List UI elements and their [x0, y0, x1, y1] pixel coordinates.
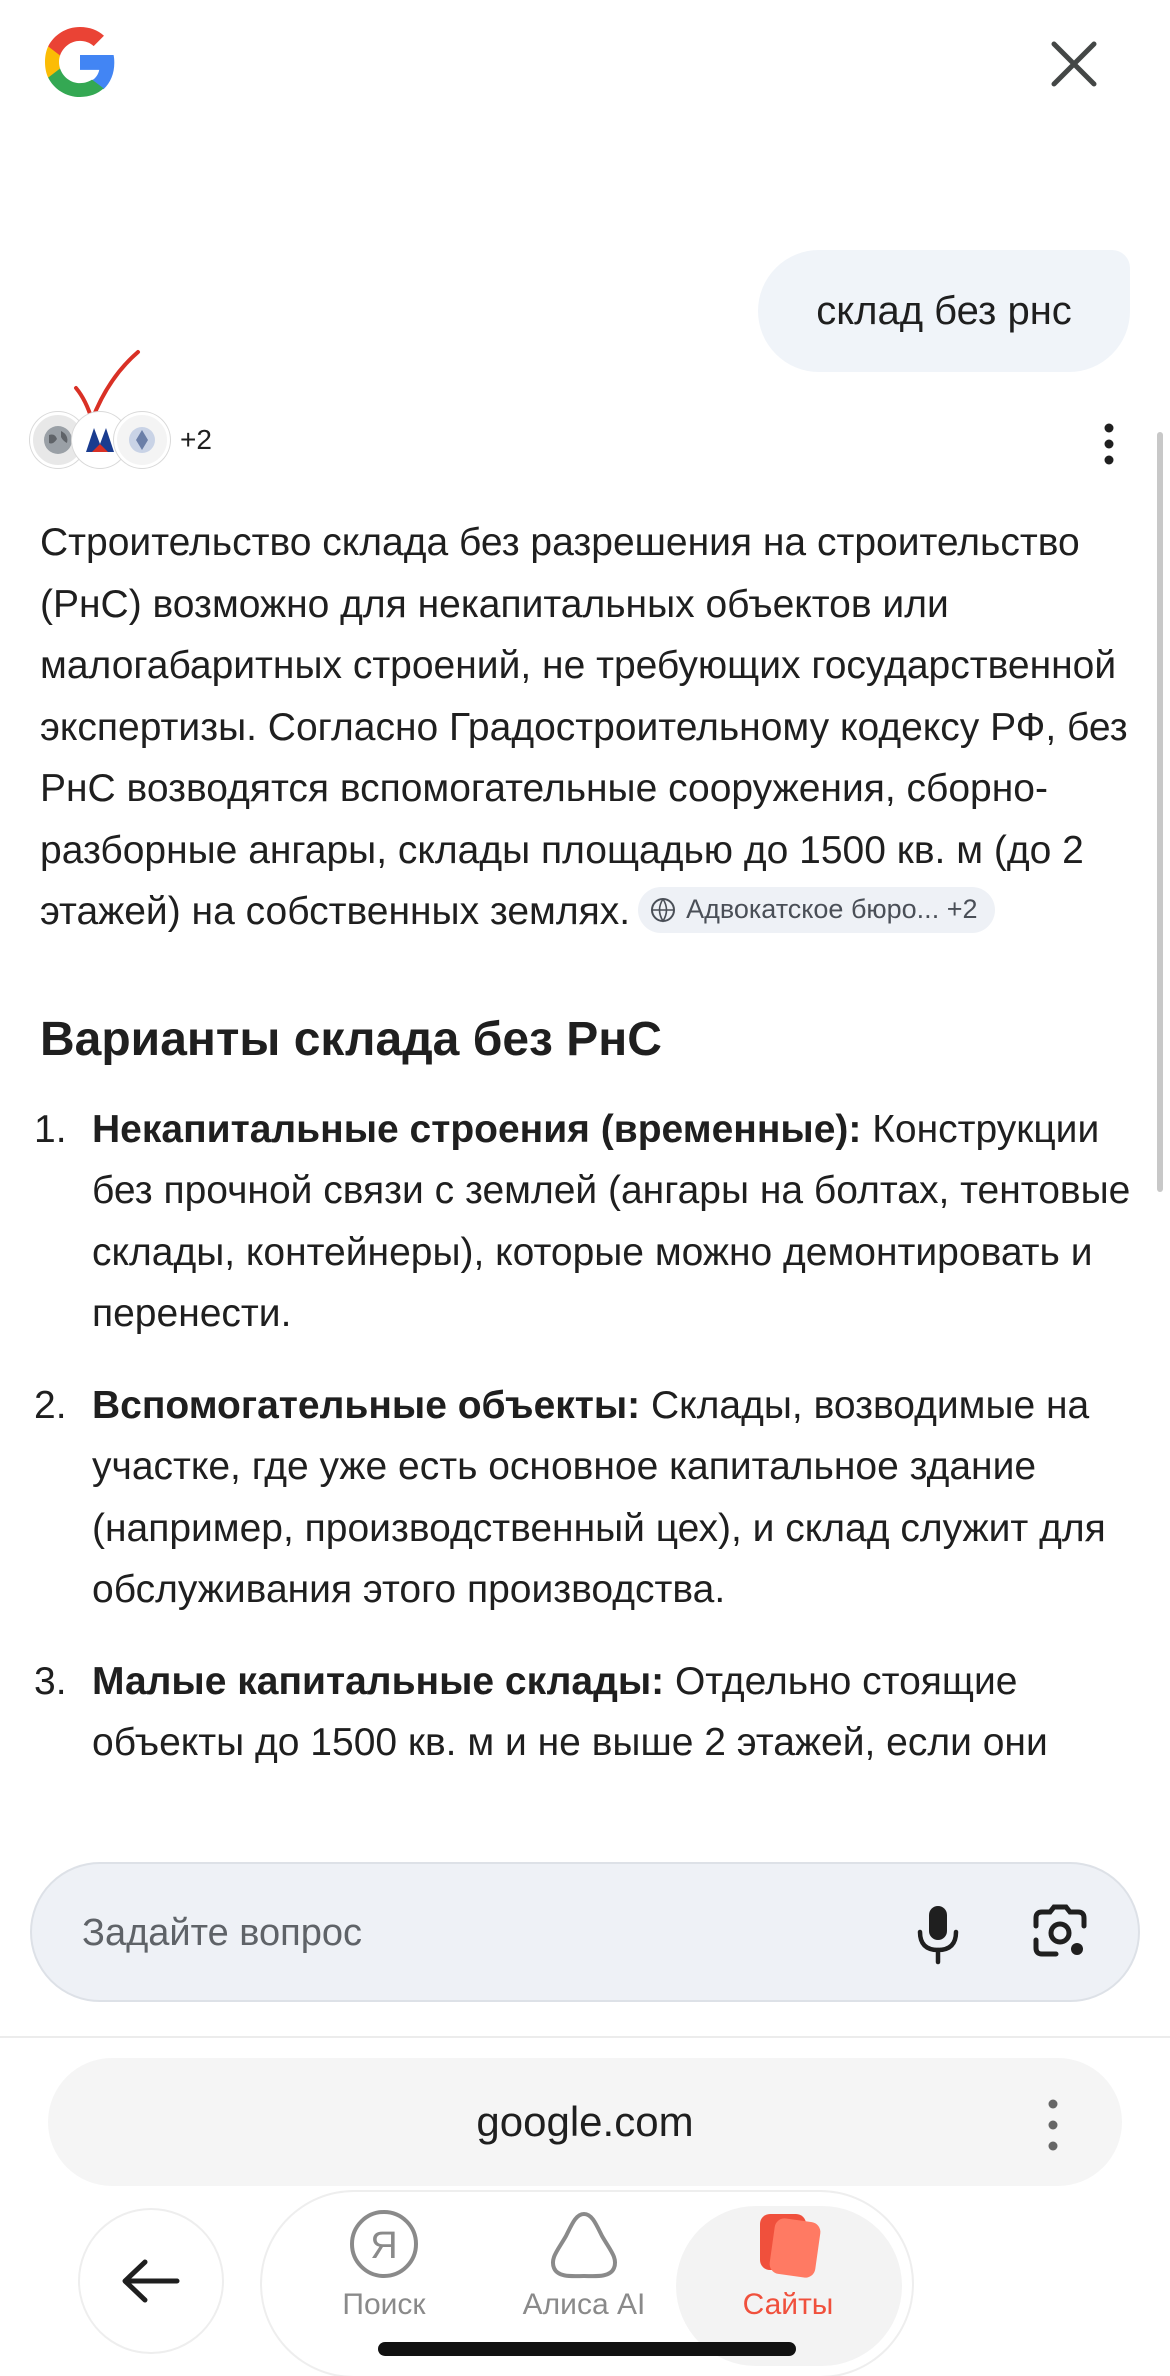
- globe-icon: [650, 897, 676, 923]
- query-bubble: [758, 250, 1130, 372]
- scrollbar[interactable]: [1157, 432, 1163, 1192]
- source-icons[interactable]: [30, 410, 212, 470]
- options-list: [34, 1099, 1140, 1774]
- address-text: google.com: [476, 2098, 694, 2145]
- query-text: склад без рнс: [816, 288, 1072, 333]
- back-button[interactable]: [80, 2210, 222, 2352]
- google-g-icon: [38, 20, 122, 104]
- section-heading: Варианты склада без РнС: [40, 1012, 662, 1066]
- alice-icon: [546, 2208, 622, 2280]
- nav-search[interactable]: [284, 2208, 484, 2358]
- close-icon[interactable]: [1046, 36, 1102, 92]
- sites-icon: [750, 2208, 826, 2280]
- citation-chip[interactable]: Адвокатское бюро... +2: [638, 887, 995, 933]
- nav-label: Алиса AI: [522, 2288, 646, 2321]
- camera-search-icon[interactable]: [1030, 1902, 1090, 1964]
- ai-answer: [34, 512, 1140, 1804]
- arrow-left-icon: [119, 2256, 183, 2306]
- yandex-search-icon: [348, 2208, 420, 2280]
- list-item: 1. Некапитальные строения (временные): Конструкции без прочной связи с землей (ангары на болтах, тентовые склады, контейнеры), которые можно демонтировать и перенести.: [34, 1107, 1131, 1335]
- nav-sites[interactable]: [688, 2208, 888, 2358]
- svg-text:Я: Я: [370, 2225, 398, 2267]
- divider: [0, 2036, 1170, 2038]
- emblem-icon: [114, 412, 170, 468]
- answer-intro: Строительство склада без разрешения на строительство (РнС) возможно для некапитальных объектов или малогабаритных строений, не требующих государственной экспертизы. Согласно Градостроительному кодексу РФ, без РнС возводятся вспомогательные сооружения, сборно-разборные ангары, склады площадью до 1500 кв. м (до 2 этажей) на собственных землях. Адвокатское бюро... +2: [40, 521, 1128, 933]
- nav-alice[interactable]: [484, 2208, 684, 2358]
- microphone-icon[interactable]: [910, 1902, 966, 1966]
- more-vert-icon[interactable]: [1038, 2096, 1068, 2154]
- nav-label: Сайты: [742, 2288, 834, 2321]
- more-vert-icon[interactable]: [1090, 420, 1128, 468]
- nav-label: Поиск: [342, 2288, 426, 2321]
- list-item: 3. Малые капитальные склады: Отдельно стоящие объекты до 1500 кв. м и не выше 2 этажей, если они: [34, 1659, 1048, 1764]
- list-item: 2. Вспомогательные объекты: Склады, возводимые на участке, где уже есть основное капитальное здание (например, производственный цех), и склад служит для обслуживания этого производства.: [34, 1383, 1106, 1611]
- home-indicator: [378, 2342, 796, 2356]
- ask-placeholder: Задайте вопрос: [82, 1912, 363, 1954]
- sources-more-count: +2: [180, 424, 212, 455]
